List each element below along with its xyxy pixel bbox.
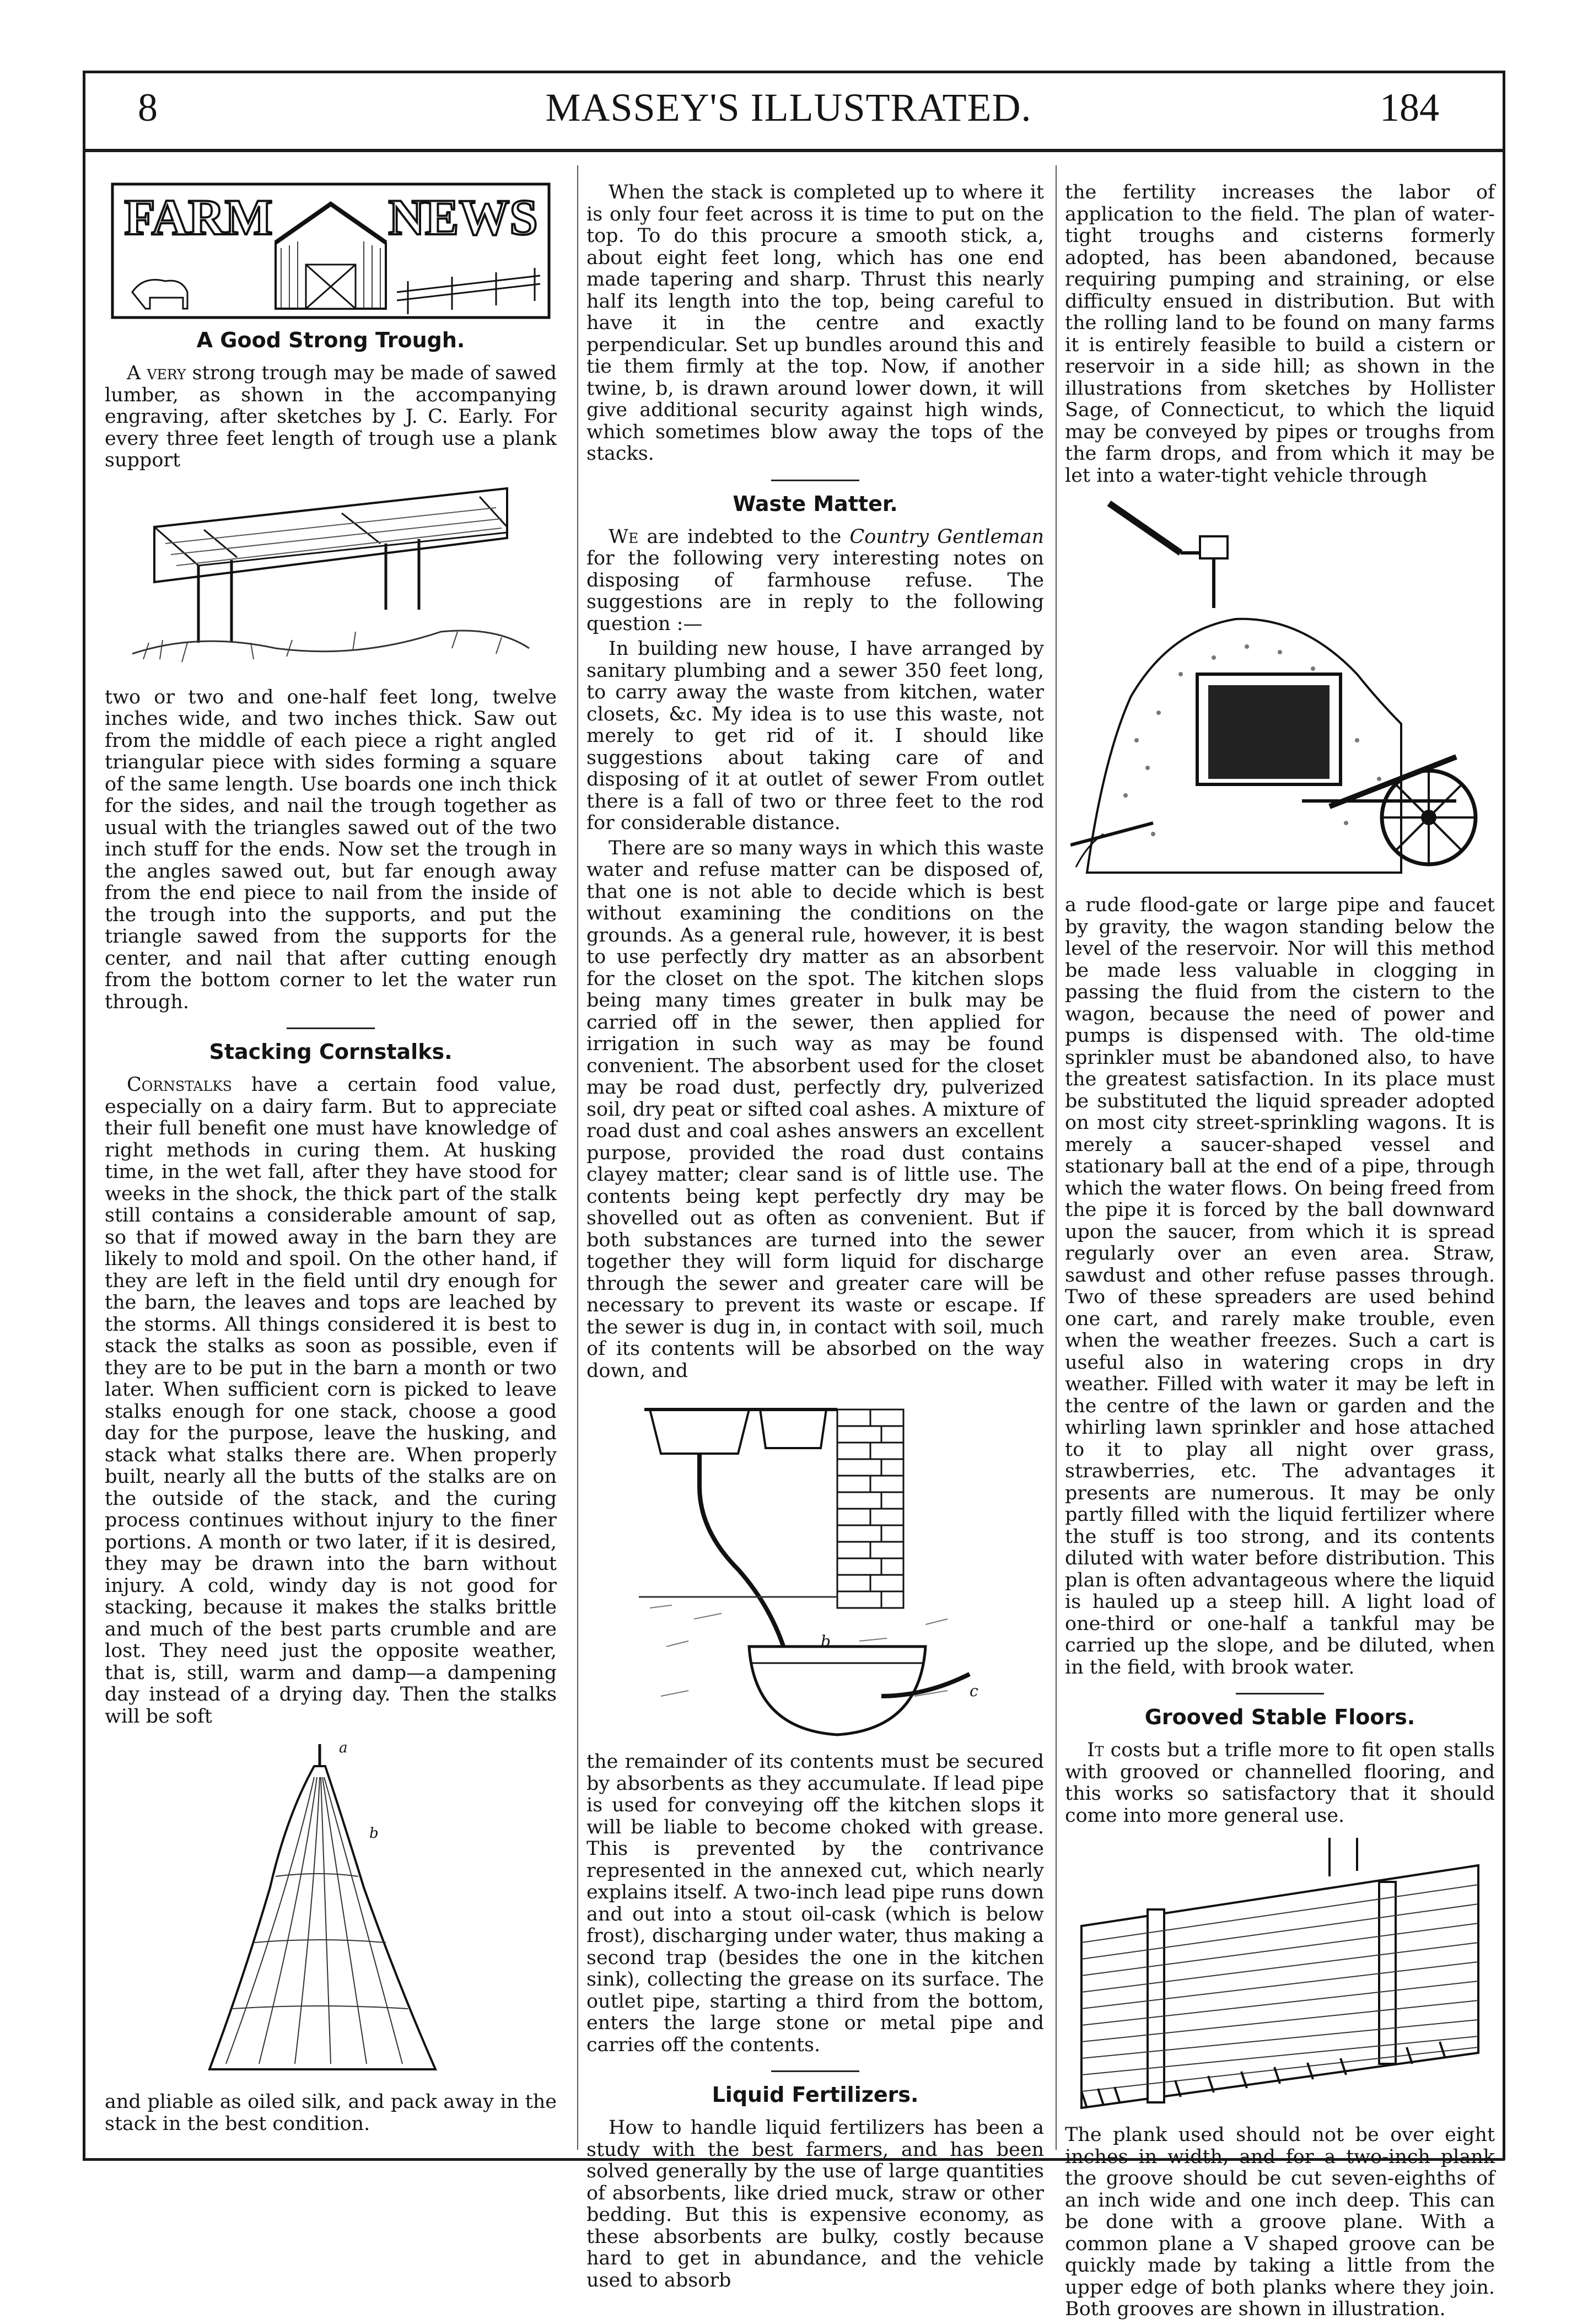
trough-illustration — [121, 477, 540, 681]
masthead-title: MASSEY'S ILLUSTRATED. — [545, 85, 1032, 130]
text: strong trough may be made of sawed lumber, as shown in the accompanying engraving, after sketches by J. C. Early. For every three feet length of trough use a plank support — [105, 362, 557, 471]
cornstalk-stack-illustration — [176, 1733, 485, 2086]
banner-text-farm: FARM — [124, 189, 273, 245]
heading-grooved-stable-floors: Grooved Stable Floors. — [1144, 1705, 1415, 1729]
top-border — [83, 71, 1505, 73]
heading-waste-matter: Waste Matter. — [733, 491, 898, 516]
heading-good-strong-trough: A Good Strong Trough. — [196, 328, 465, 352]
heading-liquid-fertilizers: Liquid Fertilizers. — [712, 2083, 919, 2107]
farm-news-banner — [110, 182, 551, 320]
header-rule — [83, 149, 1505, 152]
liquid-paragraph-2: the fertility increases the labor of application to the field. The plan of water-tight troughs and cisterns formerly adopted, has been abandoned, because requiring pumping and straining, or else difficulty ensued in distribution. But with the rolling land to be found on many farms it is entirely feasible to build a cistern or reservoir in a side hill; as shown in the illustrations from sketches by Hollister Sage, of Connecticut, to which the liquid may be conveyed by pipes or troughs from the farm drops, and from which it may be let into a water-tight vehicle through — [1065, 181, 1495, 487]
waste-paragraph-1 — [586, 526, 1044, 636]
stable-paragraph-1 — [1065, 1740, 1495, 1827]
dropword: We — [609, 525, 639, 548]
waste-paragraph-4: the remainder of its contents must be secured by absorbents as they accumulate. If lead pipe is used for conveying off the kitchen slops it will be liable to become choked with grease. This is prevented by the contrivance represented in the annexed cut, which nearly explains itself. A two-inch lead pipe runs down and out into a stout oil-cask (which is below frost), discharging under water, thus making a second trap (besides the one in the kitchen sink), collecting the grease on its surface. The outlet pipe, starting a third from the bottom, enters the large stone or metal pipe and carries off the contents. — [586, 1751, 1044, 2056]
section-separator — [771, 480, 859, 481]
stable-paragraph-2: The plank used should not be over eight inches in width, and for a two-inch plank the groove should be cut seven-eighths of an inch wide and one inch deep. This can be done with a groove plane. With a common plane a V shaped groove can be quickly made by taking a little from the upper edge of both planks where they join. Both grooves are shown in illustration. — [1065, 2124, 1495, 2320]
liquid-paragraph-1: How to handle liquid fertilizers has been a study with the best farmers, and has been solved generally by the use of large quantities of absorbents, like dried muck, straw or other bedding. But this is expensive economy, as these absorbents are bulky, costly because hard to get in abundance, and the vehicle used to absorb — [586, 2117, 1044, 2291]
publication-name: Country Gentleman — [849, 525, 1044, 548]
dropword: A very — [127, 362, 186, 384]
column-2 — [586, 182, 1044, 2295]
waste-paragraph-2: In building new house, I have arranged by sanitary plumbing and a sewer 350 feet long, to carry away the waste from kitchen, water closets, &c. My idea is to use this waste, not merely to get rid of it. I should like suggestions about taking care of and disposing of it at outlet of sewer From outlet there is a fall of two or three feet to the rod for considerable distance. — [586, 638, 1044, 834]
column-3 — [1065, 182, 1495, 2324]
grooved-floor-illustration — [1070, 1832, 1489, 2119]
label-b: b — [369, 1825, 379, 1842]
heading-stacking-cornstalks: Stacking Cornstalks. — [209, 1040, 453, 1064]
left-border — [83, 71, 85, 2160]
label-c: c — [970, 1682, 978, 1700]
dropword: Cornstalks — [127, 1074, 232, 1096]
cornstalks-paragraph-1 — [105, 1074, 557, 1728]
page-number-left: 8 — [138, 85, 158, 130]
text: for the following very interesting notes on disposing of farmhouse refuse. The suggestions are in reply to the following question :— — [586, 547, 1044, 635]
label-a: a — [339, 1740, 348, 1756]
column-divider-2 — [1056, 165, 1057, 2150]
trough-paragraph-2: two or two and one-half feet long, twelve inches wide, and two inches thick. Saw out from the middle of each piece a right angled triangular piece with sides forming a square of the same length. Use boards one inch thick for the sides, and nail the trough together as usual with the triangles sawed out of the two inch stuff for the ends. Now set the trough in the angles sawed out, but far enough away from the end piece to nail from the inside of the trough into the supports, and put the triangle sawed from the supports for the center, and nail that after cutting enough from the bottom corner to let the water run through. — [105, 686, 557, 1013]
column-divider-1 — [577, 165, 578, 2150]
cornstalks-paragraph-2: and pliable as oiled silk, and pack away in the stack in the best condition. — [105, 2091, 557, 2135]
column-1 — [105, 182, 557, 2138]
trough-paragraph-1 — [105, 363, 557, 472]
page-number-right: 184 — [1380, 85, 1439, 130]
grease-trap-illustration — [639, 1387, 992, 1746]
label-b: b — [821, 1632, 831, 1650]
text: costs but a trifle more to fit open stalls with grooved or channelled flooring, and this works so satisfactory that it should come into more general use. — [1065, 1739, 1495, 1827]
cistern-wagon-illustration — [1070, 492, 1489, 889]
banner-text-news: NEWS — [388, 189, 538, 245]
stack-top-paragraph: When the stack is completed up to where it is only four feet across it is time to put on the top. To do this procure a smooth stick, a, about eight feet long, which has one end made tapering and sharp. Thrust this nearly half its length into the top, being careful to have it in the centre and exactly perpendicular. Set up bundles around this and tie them firmly at the top. Now, if another twine, b, is drawn around lower down, it will give additional security against high winds, which sometimes blow away the tops of the stacks. — [586, 181, 1044, 465]
liquid-paragraph-3: a rude flood-gate or large pipe and faucet by gravity, the wagon standing below the level of the reservoir. Nor will this method be made less valuable in clogging in passing the fluid from the cistern to the wagon, because the need of power and pumps is dispensed with. The old-time sprinkler must be abandoned also, to have the greatest satisfaction. In its place must be substituted the liquid spreader adopted on most city street-sprinkling wagons. It is merely a saucer-shaped vessel and stationary ball at the end of a pipe, through which the water flows. On being freed from the pipe it is forced by the ball downward upon the saucer, from which it is spread regularly over an even area. Straw, sawdust and other refuse passes through. Two of these spreaders are used behind one cart, and rarely make trouble, even when the weather freezes. Such a cart is useful also in watering crops in dry weather. Filled with water it may be left in the centre of the lawn or garden and the whirling lawn sprinkler and hose attached to it to play all night over grass, strawberries, etc. The advantages it presents are numerous. It may be only partly filled with the liquid fertilizer where the stuff is too strong, and its contents diluted with water before distribution. This plan is often advantageous where the liquid is hauled up a steep hill. A light load of one-third or one-half a tankful may be carried up the slope, and be diluted, when in the field, with brook water. — [1065, 894, 1495, 1679]
section-separator — [1236, 1693, 1324, 1694]
text: are indebted to the — [638, 525, 850, 548]
text: have a certain food value, especially on a dairy farm. But to appreciate their full benefit one must have knowledge of right methods in curing them. At husking time, in the wet fall, after they have stood for weeks in the shock, the thick part of the stalk still contains a considerable amount of sap, so that if mowed away in the barn they are likely to mold and spoil. On the other hand, if they are left in the field until dry enough for the barn, the leaves and tops are leached by the storms. All things considered it is best to stack the stalks as soon as possible, even if they are to be put in the barn a month or two later. When sufficient corn is picked to leave stalks enough for one stack, choose a good day for the purpose, leave the husking, and stack what stalks there are. When properly built, nearly all the butts of the stalks are on the outside of the stack, and the curing process continues without injury to the finer portions. A month or two later, if it is desired, they may be drawn into the barn without injury. A cold, windy day is not good for stacking, because it makes the stalks brittle and much of the best parts crumble and are lost. They need just the opposite weather, that is, still, warm and damp—a dampening day instead of a drying day. Then the stalks will be soft — [105, 1074, 557, 1728]
section-separator — [287, 1027, 375, 1029]
right-border — [1503, 71, 1505, 2160]
waste-paragraph-3: There are so many ways in which this waste water and refuse matter can be disposed of, that one is not able to decide which is best without examining the conditions on the grounds. As a general rule, however, it is best to use perfectly dry matter as an absorbent for the closet on the spot. The kitchen slops being many times greater in bulk may be carried off in the sewer, then applied for irrigation in such way as may be found convenient. The absorbent used for the closet may be road dust, perfectly dry, pulverized soil, dry peat or sifted coal ashes. A mixture of road dust and coal ashes answers an excellent purpose, provided the road dust contains clayey matter; clear sand is of little use. The contents being kept perfectly dry may be shovelled out as often as convenient. But if both substances are turned into the sewer together they will form liquid for discharge through the sewer and greater care will be necessary to prevent its waste or escape. If the sewer is dug in, in contact with soil, much of its contents will be absorbed on the way down, and — [586, 837, 1044, 1382]
dropword: It — [1087, 1739, 1104, 1761]
section-separator — [771, 2070, 859, 2072]
